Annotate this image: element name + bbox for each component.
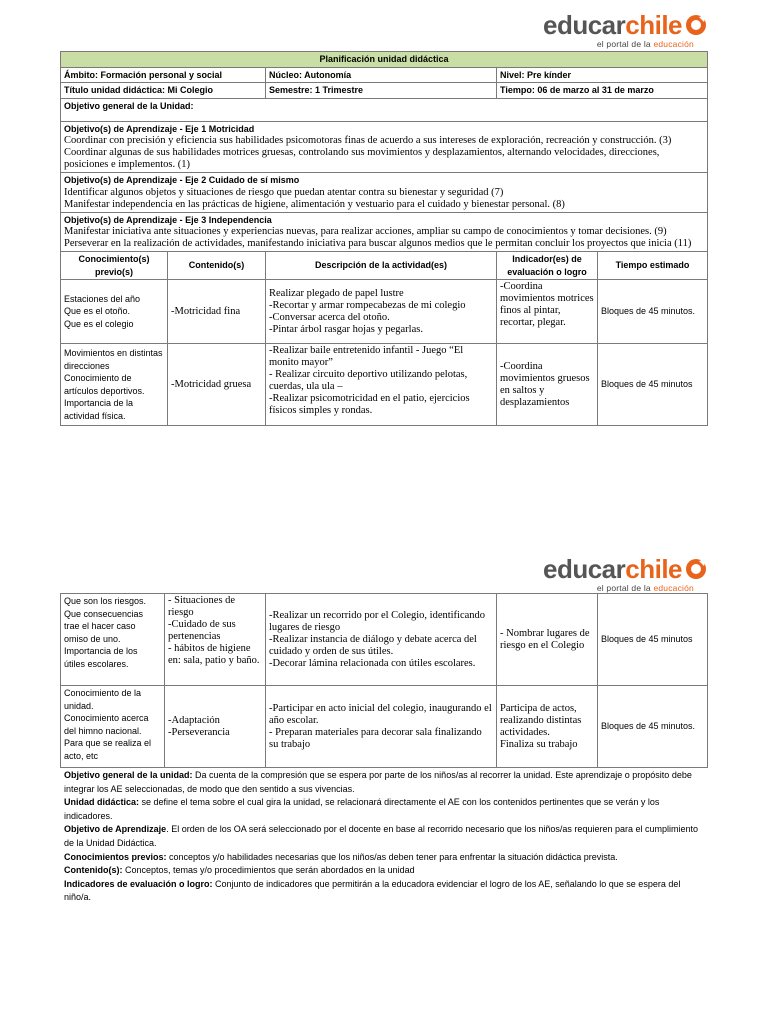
contenido-cell: -Motricidad fina	[168, 280, 266, 344]
conocimiento-cell: Estaciones del año Que es el otoño. Que es el colegio	[61, 280, 168, 344]
contenido-cell: -Motricidad gruesa	[168, 344, 266, 426]
actividad-cell: -Participar en acto inicial del colegio, inaugurando el año escolar. - Preparan materiales para decorar sala finalizando su trabajo	[266, 686, 497, 768]
eje-line: Coordinar con precisión y eficiencia sus habilidades psicomotoras finas de acuerdo a sus intereses de exploración, recreación y construcción. (3)	[64, 135, 672, 146]
tiempo-estimado-cell: Bloques de 45 minutos.	[598, 686, 708, 768]
note-item: Objetivo general de la unidad: Da cuenta de la compresión que se espera por parte de los niños/as al recorrer la unidad. Este aprendizaje o propósito debe integrar los AE seleccionadas, de modo que den sentido a sus vivencias.	[64, 770, 692, 794]
col-header-indicador: Indicador(es) de evaluación o logro	[497, 252, 598, 280]
eje-line: Identificar algunos objetos y situaciones de riesgo que puedan atentar contra su bienestar y seguridad (7)	[64, 186, 504, 198]
table-row	[61, 686, 708, 768]
planning-table	[60, 51, 708, 426]
eje-line: Coordinar algunas de sus habilidades motrices gruesas, controlando sus movimientos y desplazamientos, alternando velocidades, direcciones, posiciones e implementos. (1)	[64, 147, 660, 170]
col-header-actividad: Descripción de la actividad(es)	[266, 252, 497, 280]
eje-title: Objetivo(s) de Aprendizaje - Eje 2 Cuidado de sí mismo	[64, 175, 300, 185]
eje-cell	[61, 121, 708, 173]
tiempo-estimado-cell: Bloques de 45 minutos.	[598, 280, 708, 344]
actividad-cell: -Realizar baile entretenido infantil - Juego “El monito mayor” - Realizar circuito deportivo utilizando pelotas, cuerdas, ula ula – -Realizar psicomotricidad en el patio, ejercicios físicos simples y rondas.	[266, 344, 497, 426]
eje-cell	[61, 212, 708, 252]
logo-wordmark: educarchile	[542, 10, 682, 40]
table-title: Planificación unidad didáctica	[61, 52, 708, 68]
conocimiento-cell: Conocimiento de la unidad. Conocimiento acerca del himno nacional. Para que se realiza el acto, etc	[61, 686, 165, 768]
nivel-cell: Nivel: Pre kínder	[497, 67, 708, 83]
note-item: Indicadores de evaluación o logro: Conjunto de indicadores que permitirán a la educadora evidenciar el logro de los AE, señalando lo que se espera del niño/a.	[64, 878, 681, 903]
table-row	[61, 280, 708, 344]
conocimiento-cell: Que son los riesgos. Que consecuencias trae el hacer caso omiso de uno. Importancia de los útiles escolares.	[61, 594, 165, 686]
tiempo-cell: Tiempo: 06 de marzo al 31 de marzo	[497, 83, 708, 99]
educarchile-logo	[543, 12, 708, 49]
planning-table-continued	[60, 593, 708, 768]
contenido-cell: - Situaciones de riesgo -Cuidado de sus pertenencias - hábitos de higiene en: sala, patio y baño.	[165, 594, 266, 686]
col-header-contenido: Contenido(s)	[168, 252, 266, 280]
actividad-cell: Realizar plegado de papel lustre -Recortar y armar rompecabezas de mi colegio -Conversar acerca del otoño. -Pintar árbol rasgar hojas y pegarlas.	[266, 280, 497, 344]
note-item: Contenido(s): Conceptos, temas y/o procedimientos que serán abordados en la unidad	[64, 865, 415, 876]
indicador-cell: - Nombrar lugares de riesgo en el Colegio	[497, 594, 598, 686]
note-item: Objetivo de Aprendizaje. El orden de los OA será seleccionado por el docente en base al recorrido necesario que los niños/as requieren para el cumplimiento de la Unidad Didáctica.	[64, 824, 699, 848]
eje-title: Objetivo(s) de Aprendizaje - Eje 1 Motricidad	[64, 123, 255, 134]
table-row	[61, 594, 708, 686]
logo-tagline: el portal de la educación	[596, 39, 694, 49]
nucleo-cell: Núcleo: Autonomía	[266, 67, 497, 83]
logo-mark-icon	[684, 13, 708, 37]
eje-line: Manifestar independencia en las prácticas de higiene, alimentación y vestuario para el cuidado y bienestar personal. (8)	[64, 198, 565, 210]
note-item: Conocimientos previos: conceptos y/o habilidades necesarias que los niños/as deben tener para enfrentar la situación didáctica prevista.	[64, 851, 618, 862]
table-row	[61, 344, 708, 426]
objetivo-general-cell: Objetivo general de la Unidad:	[61, 98, 708, 121]
tiempo-estimado-cell: Bloques de 45 minutos	[598, 344, 708, 426]
actividad-cell: -Realizar un recorrido por el Colegio, identificando lugares de riesgo -Realizar instancia de diálogo y debate acerca del cuidado y orden de sus útiles. -Decorar lámina relacionada con útiles escolares.	[266, 594, 497, 686]
tiempo-estimado-cell: Bloques de 45 minutos	[598, 594, 708, 686]
definitions-notes	[64, 769, 709, 905]
semestre-cell: Semestre: 1 Trimestre	[266, 83, 497, 99]
educarchile-logo	[543, 556, 708, 593]
logo-mark-icon	[684, 557, 708, 581]
indicador-cell: Participa de actos, realizando distintas actividades. Finaliza su trabajo	[497, 686, 598, 768]
logo-tagline: el portal de la educación	[596, 583, 694, 593]
ambito-cell: Ámbito: Formación personal y social	[61, 67, 266, 83]
eje-line: Perseverar en la realización de actividades, manifestando iniciativa para buscar algunos medios que le permitan concluir los proyectos que inicia (11)	[64, 238, 692, 249]
contenido-cell: -Adaptación -Perseverancia	[165, 686, 266, 768]
col-header-conocimiento: Conocimiento(s) previo(s)	[61, 252, 168, 280]
note-item: Unidad didáctica: se define el tema sobre el cual gira la unidad, se relacionará directamente el AE con los contenidos pertinentes que se verán y los indicadores.	[64, 797, 660, 821]
eje-title: Objetivo(s) de Aprendizaje - Eje 3 Independencia	[64, 214, 272, 225]
logo-wordmark: educarchile	[542, 554, 682, 584]
eje-line: Manifestar iniciativa ante situaciones y experiencias nuevas, para realizar acciones, ampliar su campo de conocimientos y tomar decisiones. (9)	[64, 226, 667, 237]
col-header-tiempo: Tiempo estimado	[598, 252, 708, 280]
conocimiento-cell: Movimientos en distintas direcciones Conocimiento de artículos deportivos. Importancia de la actividad física.	[61, 344, 168, 426]
indicador-cell: -Coordina movimientos gruesos en saltos y desplazamientos	[497, 344, 598, 426]
eje-cell	[61, 173, 708, 213]
titulo-cell: Título unidad didáctica: Mi Colegio	[61, 83, 266, 99]
indicador-cell: -Coordina movimientos motrices finos al pintar, recortar, plegar.	[497, 280, 598, 344]
